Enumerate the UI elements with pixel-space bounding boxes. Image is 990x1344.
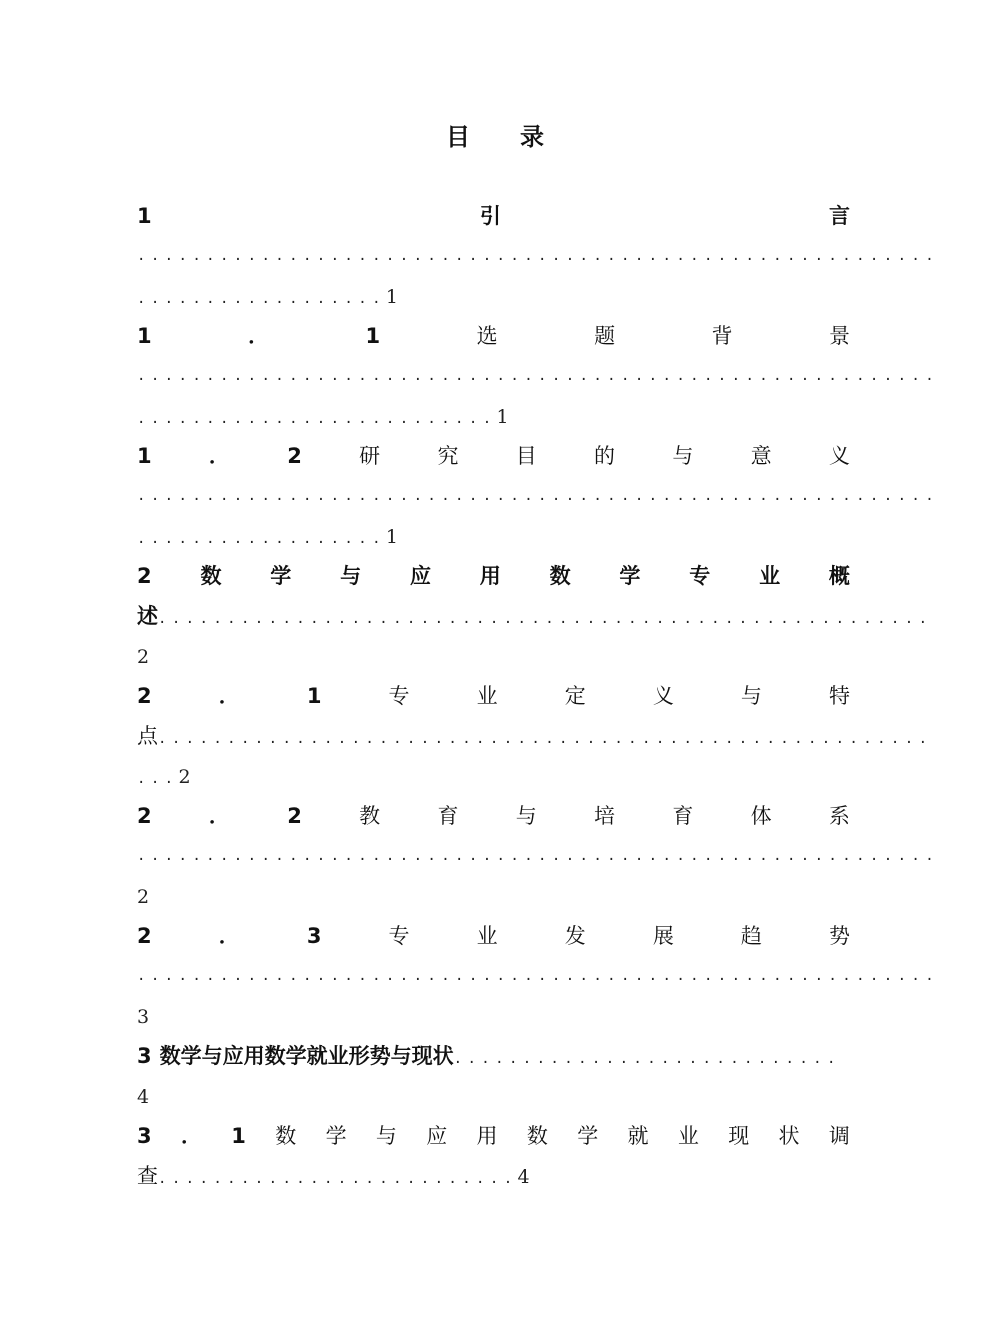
toc-leader-dots: .......................................................... (137, 968, 940, 984)
toc-entry-2-2-heading[interactable] (137, 796, 850, 836)
toc-entry-char: 特 (829, 684, 850, 708)
toc-entry-number: 1 (137, 444, 152, 468)
toc-entry-2-heading[interactable] (137, 556, 850, 596)
toc-entry-char: 的 (594, 444, 616, 468)
toc-entry-separator: ． (218, 924, 240, 948)
toc-entry-char: 用 (476, 1124, 498, 1148)
toc-entry-char: 言 (829, 204, 850, 228)
toc-entry-char: 培 (594, 804, 616, 828)
toc-entry-char: 系 (828, 804, 850, 828)
toc-entry-char: 题 (594, 324, 616, 348)
toc-entry-char: 用 (479, 564, 501, 588)
toc-entry-char: 学 (577, 1124, 599, 1148)
toc-entry-char: 义 (652, 684, 674, 708)
toc-entry-number: 1 (231, 1124, 246, 1148)
toc-entry-page-number: 2 (137, 886, 150, 908)
toc-entry-char: 就 (627, 1124, 649, 1148)
toc-entry-number: 2 (287, 804, 302, 828)
toc-entry-page-number: 2 (137, 646, 150, 668)
toc-entry-char: 与 (375, 1124, 397, 1148)
toc-entry-char: 点 (137, 724, 158, 748)
toc-entry-number: 2 (137, 804, 152, 828)
toc-entry-page-number: 1 (385, 286, 399, 308)
toc-entry-char: 与 (672, 444, 694, 468)
toc-entry-number: 1 (306, 684, 322, 708)
toc-entry-2-1-continuation: 点 ........................................................ (137, 716, 850, 756)
toc-entry-number: 2 (137, 684, 152, 708)
toc-entry-page-number: 1 (385, 526, 399, 548)
toc-entry-text: 数学与应用数学就业形势与现状 (159, 1044, 454, 1068)
toc-entry-separator: ． (208, 444, 230, 468)
toc-entry-2-1-heading[interactable] (137, 676, 850, 716)
toc-entry-char: 教 (359, 804, 381, 828)
toc-entry-2-2-page-line (137, 876, 850, 916)
toc-entry-char: 义 (828, 444, 850, 468)
toc-entry-char: 研 (359, 444, 381, 468)
toc-entry-char: 究 (437, 444, 459, 468)
toc-entry-char: 概 (828, 564, 850, 588)
toc-entry-1-1-heading[interactable] (137, 316, 850, 356)
toc-leader-dots: .......................................................... (137, 248, 940, 264)
toc-entry-char: 学 (325, 1124, 347, 1148)
toc-entry-page-number: 2 (178, 766, 191, 788)
toc-entry-number: 3 (306, 924, 322, 948)
toc-entry-char: 专 (689, 564, 711, 588)
toc-entry-char: 现 (728, 1124, 750, 1148)
toc-title-char-2: 录 (520, 123, 544, 151)
toc-entry-number: 2 (287, 444, 302, 468)
toc-entry-3-heading[interactable]: 3 数学与应用数学就业形势与现状 ............................ (137, 1036, 850, 1076)
toc-entry-2-page-line (137, 636, 850, 676)
toc-entry-1-page-line: ..................1 (137, 286, 399, 308)
toc-entry-char: 学 (270, 564, 292, 588)
toc-entry-char: 展 (652, 924, 674, 948)
toc-entry-char: 应 (426, 1124, 448, 1148)
toc-entry-1-heading[interactable] (137, 196, 850, 236)
toc-entry-number: 1 (137, 324, 152, 348)
toc-entry-number: 1 (365, 324, 381, 348)
toc-entry-separator: ． (208, 804, 230, 828)
toc-leader-dots: .......................................................... (137, 848, 940, 864)
toc-title (0, 117, 990, 152)
toc-entry-char: 查 (137, 1164, 158, 1188)
toc-entry-char: 趋 (740, 924, 762, 948)
toc-entry-char: 与 (340, 564, 362, 588)
toc-entry-char: 定 (564, 684, 586, 708)
toc-entry-char: 背 (711, 324, 733, 348)
toc-entry-page-number: 3 (137, 1006, 150, 1028)
toc-entry-char: 述 (137, 604, 158, 628)
toc-entry-char: 育 (672, 804, 694, 828)
toc-entry-1-2-heading[interactable] (137, 436, 850, 476)
toc-entry-char: 业 (476, 924, 498, 948)
toc-entry-char: 数 (549, 564, 571, 588)
toc-entry-char: 景 (828, 324, 850, 348)
toc-title-char-1: 目 (446, 123, 470, 151)
toc-entry-page-number: 4 (517, 1166, 530, 1188)
toc-entry-char: 专 (388, 924, 410, 948)
toc-entry-2-3-heading[interactable] (137, 916, 850, 956)
toc-entry-char: 发 (564, 924, 586, 948)
toc-entry-separator: ． (180, 1124, 202, 1148)
toc-entry-1-1-page-line: ..........................1 (137, 406, 509, 428)
toc-entry-separator: ． (218, 684, 240, 708)
toc-entry-2-1-page-line: ...2 (137, 766, 191, 788)
toc-entry-page-number: 4 (137, 1086, 150, 1108)
toc-entry-char: 与 (740, 684, 762, 708)
toc-leader-dots: .......................................................... (137, 368, 940, 384)
toc-entry-char: 育 (437, 804, 459, 828)
toc-entry-3-1-continuation: 查 .......................... 4 (137, 1156, 850, 1196)
toc-entry-number: 3 (137, 1044, 152, 1068)
toc-entry-page-number: 1 (496, 406, 509, 428)
toc-entry-char: 调 (828, 1124, 850, 1148)
toc-entry-2-3-page-line (137, 996, 850, 1036)
toc-leader-dots: .......................................................... (137, 488, 940, 504)
toc-entry-char: 数 (526, 1124, 548, 1148)
toc-entry-char: 学 (619, 564, 641, 588)
toc-entry-char: 专 (388, 684, 410, 708)
toc-entry-number: 3 (137, 1124, 152, 1148)
toc-entry-char: 数 (275, 1124, 297, 1148)
toc-entry-2-continuation: 述 ........................................................ (137, 596, 850, 636)
toc-entry-char: 选 (476, 324, 498, 348)
toc-entry-number: 1 (137, 204, 152, 228)
toc-entry-char: 意 (750, 444, 772, 468)
toc-entry-char: 数 (200, 564, 222, 588)
toc-entry-char: 目 (515, 444, 537, 468)
toc-entry-char: 引 (479, 204, 501, 228)
toc-entry-char: 与 (515, 804, 537, 828)
toc-entry-char: 业 (759, 564, 781, 588)
toc-entry-separator: ． (248, 324, 270, 348)
toc-entry-3-1-heading[interactable] (137, 1116, 850, 1156)
toc-entry-number: 2 (137, 564, 152, 588)
toc-entry-char: 业 (476, 684, 498, 708)
toc-entry-3-page-line (137, 1076, 850, 1116)
toc-entry-char: 应 (409, 564, 431, 588)
toc-entry-char: 势 (829, 924, 850, 948)
toc-entry-number: 2 (137, 924, 152, 948)
toc-entry-char: 业 (677, 1124, 699, 1148)
table-of-contents (137, 196, 940, 1196)
toc-entry-char: 状 (778, 1124, 800, 1148)
toc-entry-1-2-page-line: ..................1 (137, 526, 399, 548)
toc-entry-char: 体 (750, 804, 772, 828)
